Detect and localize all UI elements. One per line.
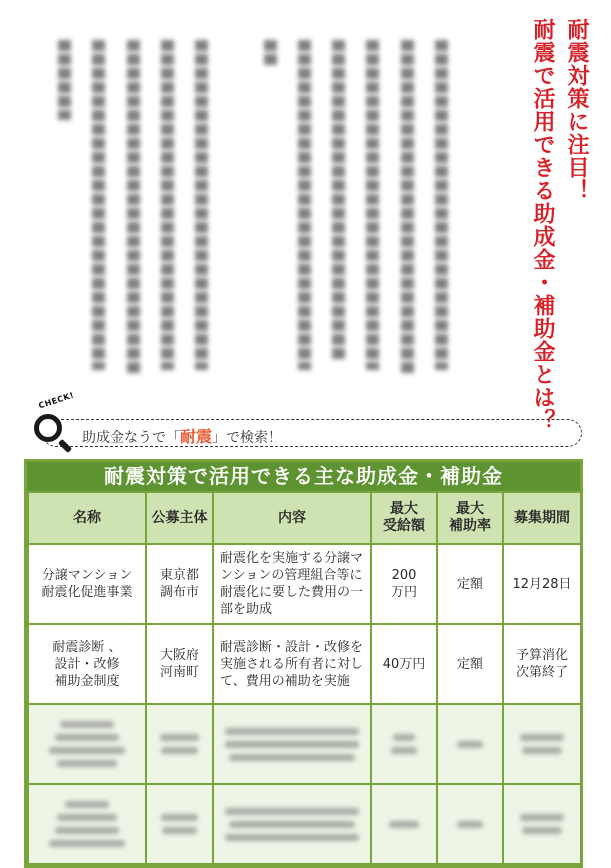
blurred-cell <box>146 784 213 864</box>
grants-table-panel <box>24 459 583 868</box>
blurred-cell <box>146 704 213 784</box>
headline-line-1: 耐震対策に注目！ <box>564 18 589 202</box>
cell-content: 耐震診断・設計・改修を実施される所有者に対して、費用の補助を実施 <box>213 624 371 704</box>
cell-period: 12月28日 <box>503 544 581 624</box>
magnifier-icon <box>34 414 62 442</box>
cell-org: 大阪府 河南町 <box>146 624 213 704</box>
cell-rate: 定額 <box>437 544 503 624</box>
search-prefix: 助成金なうで「 <box>82 430 180 446</box>
blurred-cell <box>503 784 581 864</box>
blurred-row <box>28 784 581 864</box>
header-name: 名称 <box>28 492 146 544</box>
blurred-cell <box>503 704 581 784</box>
blurred-cell <box>213 704 371 784</box>
cell-amount: 200 万円 <box>371 544 437 624</box>
table-title: 耐震対策で活用できる主な助成金・補助金 <box>27 462 580 491</box>
blurred-cell <box>437 704 503 784</box>
cell-rate: 定額 <box>437 624 503 704</box>
cell-content: 耐震化を実施する分譲マンションの管理組合等に耐震化に要した費用の一部を助成 <box>213 544 371 624</box>
table-header-row <box>28 492 581 544</box>
header-amount: 最大 受給額 <box>371 492 437 544</box>
header-org: 公募主体 <box>146 492 213 544</box>
cell-name: 耐震診断 、 設計・改修 補助金制度 <box>28 624 146 704</box>
grants-table <box>27 491 582 865</box>
blurred-cell <box>371 704 437 784</box>
search-suffix: 」で検索！ <box>212 430 283 446</box>
table-row <box>28 624 581 704</box>
blurred-cell <box>28 784 146 864</box>
headline-line-2: 耐震で活用できる助成金・補助金とは？ <box>530 18 555 432</box>
header-rate: 最大 補助率 <box>437 492 503 544</box>
table-row <box>28 544 581 624</box>
cell-period: 予算消化 次第終了 <box>503 624 581 704</box>
search-keyword: 耐震 <box>180 427 213 446</box>
cell-org: 東京都 調布市 <box>146 544 213 624</box>
blurred-cell <box>213 784 371 864</box>
cell-amount: 40万円 <box>371 624 437 704</box>
cell-name: 分譲マンション 耐震化促進事業 <box>28 544 146 624</box>
search-callout <box>34 390 582 450</box>
blurred-body-text <box>58 40 448 385</box>
blurred-cell <box>371 784 437 864</box>
header-period: 募集期間 <box>503 492 581 544</box>
check-badge: CHECK! <box>37 390 76 411</box>
blurred-cell <box>28 704 146 784</box>
header-content: 内容 <box>213 492 371 544</box>
blurred-row <box>28 704 581 784</box>
search-text <box>82 424 282 447</box>
blurred-cell <box>437 784 503 864</box>
